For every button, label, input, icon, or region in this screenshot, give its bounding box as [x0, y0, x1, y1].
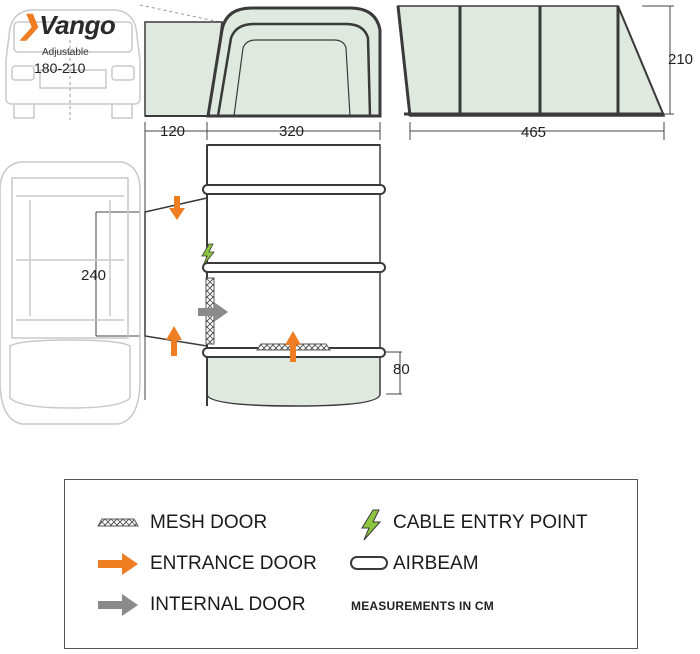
legend-airbeam: AIRBEAM — [393, 553, 479, 574]
tent-side-elevation — [398, 6, 664, 116]
dimension-link-width: 120 — [160, 123, 186, 140]
legend-cable-entry: CABLE ENTRY POINT — [393, 512, 588, 533]
legend-internal-door: INTERNAL DOOR — [150, 594, 306, 615]
vehicle-height-label: Adjustable — [42, 47, 89, 58]
brand-logo: ❯Vango — [18, 10, 116, 40]
dimension-porch: 80 — [393, 361, 410, 378]
dimension-tent-width: 320 — [279, 123, 305, 140]
dimension-side-length: 465 — [521, 124, 547, 141]
tent-front-elevation — [145, 8, 380, 116]
dimension-height: 210 — [668, 51, 694, 68]
legend-entrance-door: ENTRANCE DOOR — [150, 553, 317, 574]
legend-mesh-door: MESH DOOR — [150, 512, 268, 533]
legend-units-note: MEASUREMENTS IN CM — [351, 599, 494, 613]
dimension-depth: 240 — [81, 267, 107, 284]
vehicle-height-range: 180-210 — [34, 60, 86, 76]
van-top-icon — [0, 162, 140, 424]
